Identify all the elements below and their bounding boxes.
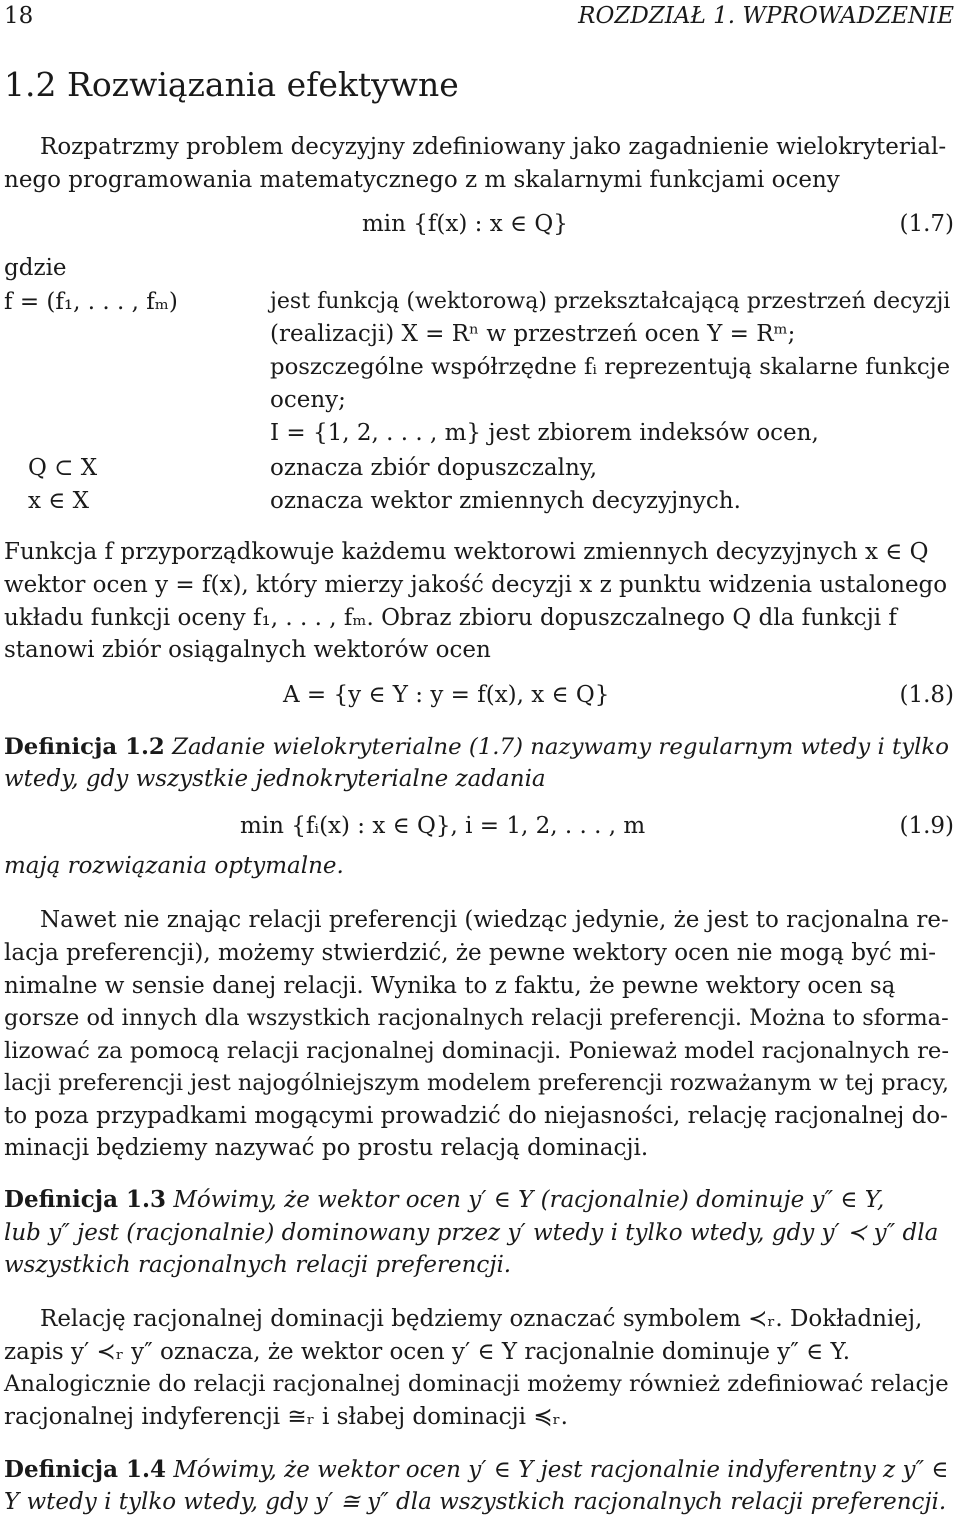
definition-1-3-line-2: lub y″ jest (racjonalnie) dominowany przez y′ wtedy i tylko wtedy, gdy y′ ≺ y″ dla xyxy=(4,1220,939,1246)
definition-1-2-line-2: wtedy, gdy wszystkie jednokryterialne zadania xyxy=(4,766,546,792)
definition-text: Zadanie wielokryterialne (1.7) nazywamy regularnym wtedy i tylko xyxy=(172,734,949,760)
para-f-line-4: stanowi zbiór osiągalnych wektorów ocen xyxy=(4,637,491,663)
definition-text: Mówimy, że wektor ocen y′ ∈ Y jest racjonalnie indyferentny z y″ ∈ xyxy=(173,1457,949,1483)
para-f-line-3: układu funkcji oceny f₁, . . . , fₘ. Obraz zbioru dopuszczalnego Q dla funkcji f xyxy=(4,605,897,631)
para-dominance-line-8: minacji będziemy nazywać po prostu relacją dominacji. xyxy=(4,1135,649,1161)
definition-text: Mówimy, że wektor ocen y′ ∈ Y (racjonalnie) dominuje y″ ∈ Y, xyxy=(173,1187,885,1213)
para-dominance-line-1: Nawet nie znając relacji preferencji (wiedząc jedynie, że jest to racjonalna re- xyxy=(40,907,949,933)
para-symbol-line-4: racjonalnej indyferencji ≅ᵣ i słabej dominacji ≼ᵣ. xyxy=(4,1404,568,1430)
where-symbol-q: Q ⊂ X xyxy=(28,455,98,481)
running-title: ROZDZIAŁ 1. WPROWADZENIE xyxy=(578,3,954,29)
definition-1-3-line-3: wszystkich racjonalnych relacji preferencji. xyxy=(4,1252,512,1278)
para-dominance-line-2: lacja preferencji), możemy stwierdzić, że pewne wektory ocen nie mogą być mi- xyxy=(4,940,937,966)
where-f-desc-1: jest funkcją (wektorową) przekształcającą przestrzeń decyzji xyxy=(270,289,951,314)
where-q-desc: oznacza zbiór dopuszczalny, xyxy=(270,455,598,481)
section-title: 1.2 Rozwiązania efektywne xyxy=(4,65,459,104)
where-f-desc-4: oceny; xyxy=(270,387,346,413)
definition-1-2 xyxy=(4,733,949,761)
para-f-line-2: wektor ocen y = f(x), który mierzy jakość decyzji x z punktu widzenia ustalonego xyxy=(4,572,948,598)
para-symbol-line-3: Analogicznie do relacji racjonalnej dominacji możemy również zdefiniować relacje xyxy=(4,1371,949,1397)
equation-number-1-9: (1.9) xyxy=(899,813,954,839)
definition-1-4 xyxy=(4,1456,948,1484)
equation-1-9: min {fᵢ(x) : x ∈ Q}, i = 1, 2, . . . , m xyxy=(240,813,646,839)
where-symbol-f: f = (f₁, . . . , fₘ) xyxy=(4,289,178,315)
para-dominance-line-3: nimalne w sensie danej relacji. Wynika to z faktu, że pewne wektory ocen są xyxy=(4,973,896,999)
para-symbol-line-1: Relację racjonalnej dominacji będziemy oznaczać symbolem ≺ᵣ. Dokładniej, xyxy=(40,1306,923,1332)
where-x-desc: oznacza wektor zmiennych decyzyjnych. xyxy=(270,488,741,514)
para-dominance-line-7: to poza przypadkami mogącymi prowadzić do niejasności, relację racjonalnej do- xyxy=(4,1103,948,1129)
definition-1-2-end: mają rozwiązania optymalne. xyxy=(4,853,344,879)
page-number: 18 xyxy=(4,3,34,29)
equation-number-1-7: (1.7) xyxy=(899,211,954,237)
intro-line-2: nego programowania matematycznego z m skalarnymi funkcjami oceny xyxy=(4,167,840,193)
definition-label: Definicja 1.3 xyxy=(4,1186,167,1213)
para-dominance-line-4: gorsze od innych dla wszystkich racjonalnych relacji preferencji. Można to sforma- xyxy=(4,1005,949,1031)
where-symbol-x: x ∈ X xyxy=(28,488,89,514)
para-f-line-1: Funkcja f przyporządkowuje każdemu wektorowi zmiennych decyzyjnych x ∈ Q xyxy=(4,539,929,565)
equation-1-8: A = {y ∈ Y : y = f(x), x ∈ Q} xyxy=(283,682,610,708)
para-symbol-line-2: zapis y′ ≺ᵣ y″ oznacza, że wektor ocen y′ ∈ Y racjonalnie dominuje y″ ∈ Y. xyxy=(4,1339,851,1365)
where-f-desc-3: poszczególne współrzędne fᵢ reprezentują skalarne funkcje xyxy=(270,354,951,380)
definition-label: Definicja 1.4 xyxy=(4,1456,167,1483)
where-f-desc-5: I = {1, 2, . . . , m} jest zbiorem indeksów ocen, xyxy=(270,420,819,446)
definition-1-4-line-2: Y wtedy i tylko wtedy, gdy y′ ≅ y″ dla wszystkich racjonalnych relacji preferencji. xyxy=(4,1489,947,1515)
where-label: gdzie xyxy=(4,255,67,281)
para-dominance-line-5: lizować za pomocą relacji racjonalnej dominacji. Ponieważ model racjonalnych re- xyxy=(4,1038,950,1064)
definition-1-3 xyxy=(4,1186,884,1214)
where-f-desc-2: (realizacji) X = Rⁿ w przestrzeń ocen Y = Rᵐ; xyxy=(270,321,796,347)
definition-label: Definicja 1.2 xyxy=(4,734,165,760)
equation-1-7: min {f(x) : x ∈ Q} xyxy=(362,211,568,237)
intro-line-1: Rozpatrzmy problem decyzyjny zdefiniowany jako zagadnienie wielokryterial- xyxy=(40,134,947,160)
para-dominance-line-6: lacji preferencji jest najogólniejszym modelem preferencji rozważanym w tej pracy, xyxy=(4,1070,949,1096)
equation-number-1-8: (1.8) xyxy=(899,682,954,708)
